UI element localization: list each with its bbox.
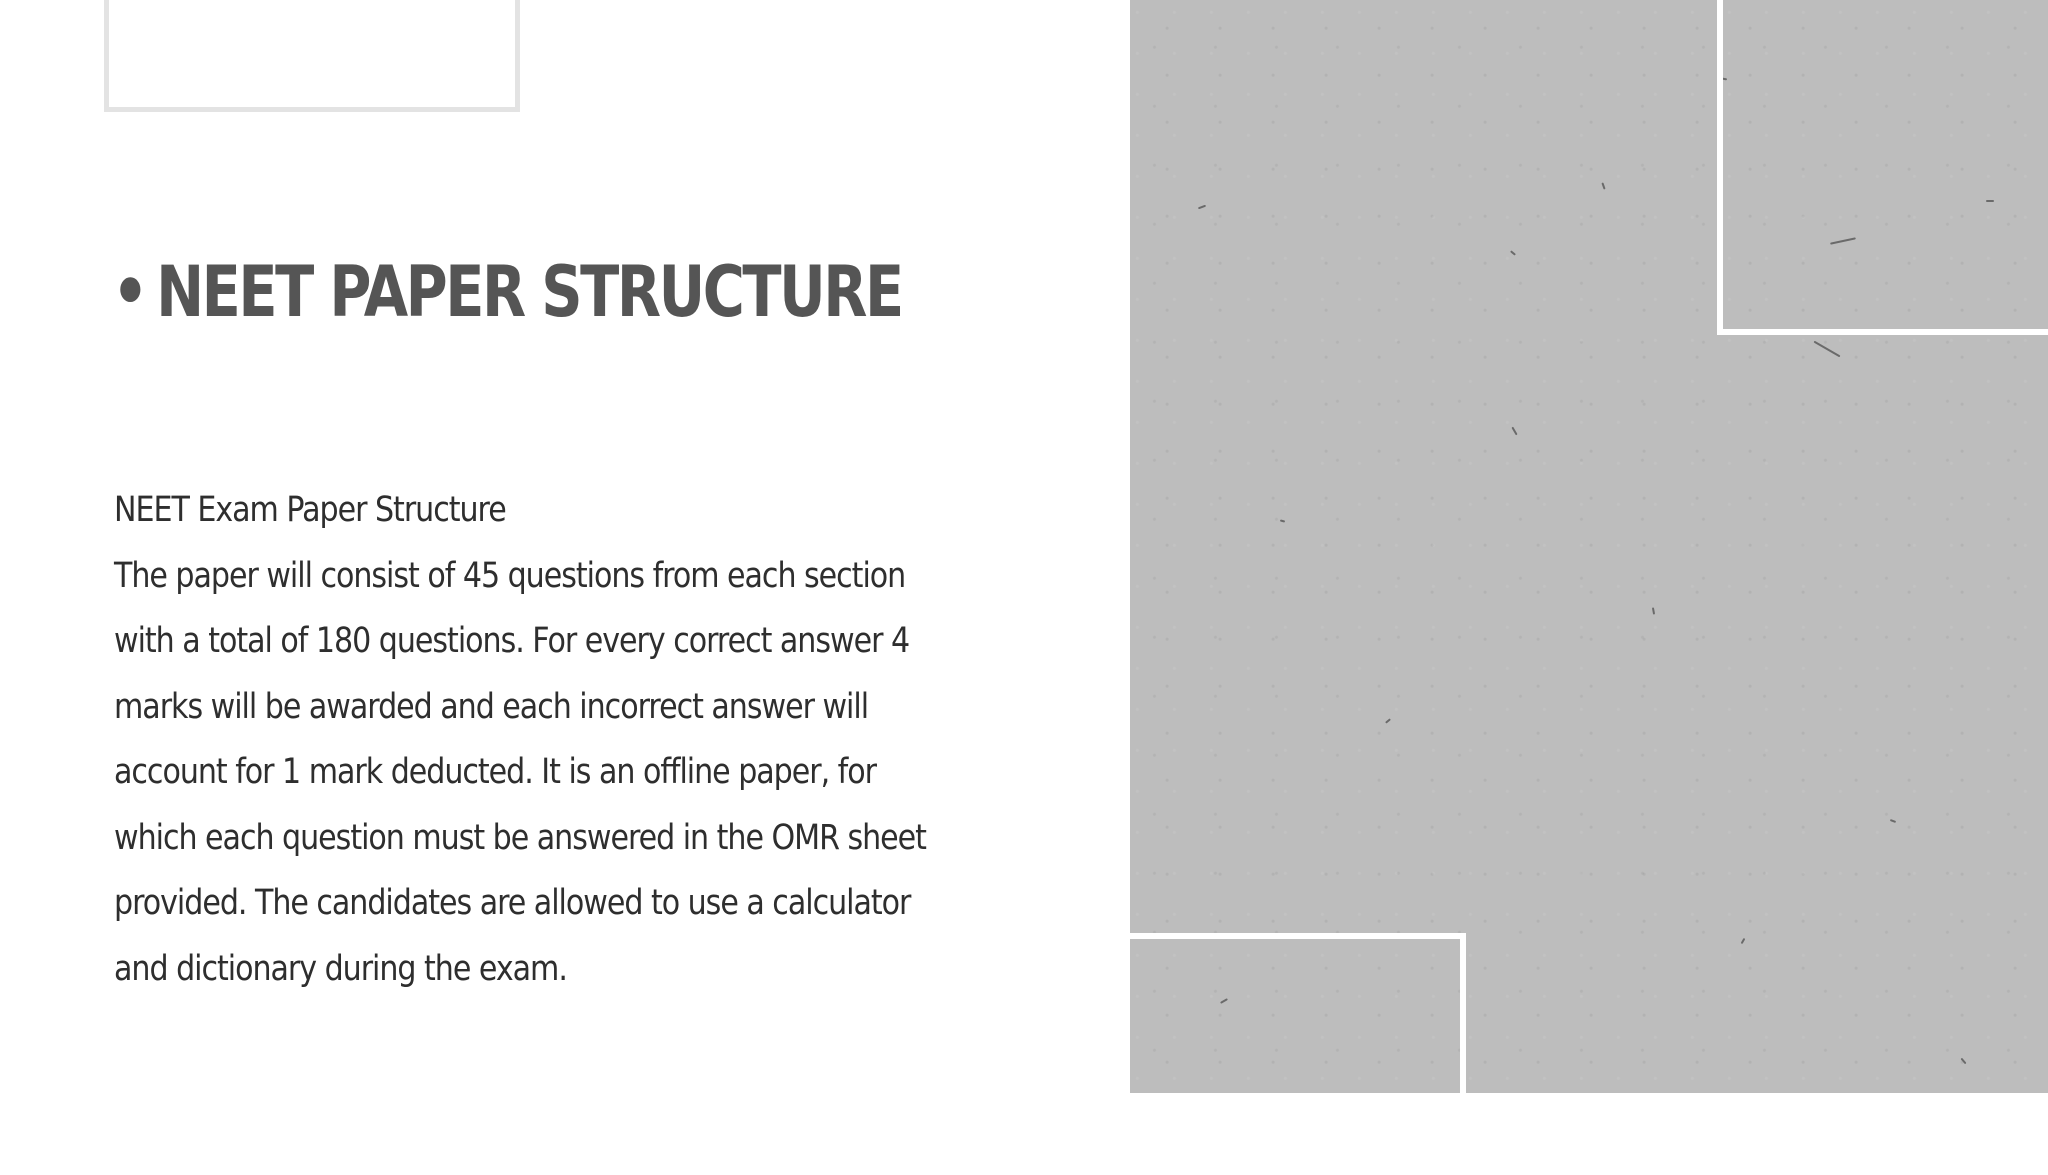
paper-speck (1510, 250, 1516, 255)
body-text (114, 478, 1014, 1002)
decorative-frame-bottom-left (1124, 933, 1466, 1175)
body-subheading: NEET Exam Paper Structure (114, 490, 506, 530)
body-line: provided. The candidates are allowed to use a calculator (114, 883, 911, 923)
paper-speck (1741, 938, 1746, 944)
body-line: The paper will consist of 45 questions from each section (114, 555, 906, 596)
decorative-frame-top-right (1717, 0, 2048, 335)
decorative-frame-top-left (104, 0, 520, 112)
paper-speck (1385, 718, 1391, 723)
paper-speck (1960, 1058, 1966, 1065)
paper-speck (1814, 341, 1841, 358)
paper-speck (1890, 819, 1896, 823)
paper-speck (1652, 607, 1655, 614)
body-line: with a total of 180 questions. For every correct answer 4 (114, 621, 910, 661)
paper-speck (1511, 427, 1517, 436)
body-line: account for 1 mark deducted. It is an offline paper, for (114, 752, 876, 792)
body-line: which each question must be answered in the OMR sheet (114, 817, 926, 858)
body-line: marks will be awarded and each incorrect answer will (114, 686, 869, 727)
title-text: NEET PAPER STRUCTURE (156, 251, 902, 333)
paper-speck (1280, 519, 1285, 522)
paper-speck (1198, 205, 1206, 210)
paper-speck (1601, 182, 1605, 189)
title-bullet: • (112, 251, 147, 333)
body-line: and dictionary during the exam. (114, 948, 567, 989)
slide-title (112, 246, 902, 338)
